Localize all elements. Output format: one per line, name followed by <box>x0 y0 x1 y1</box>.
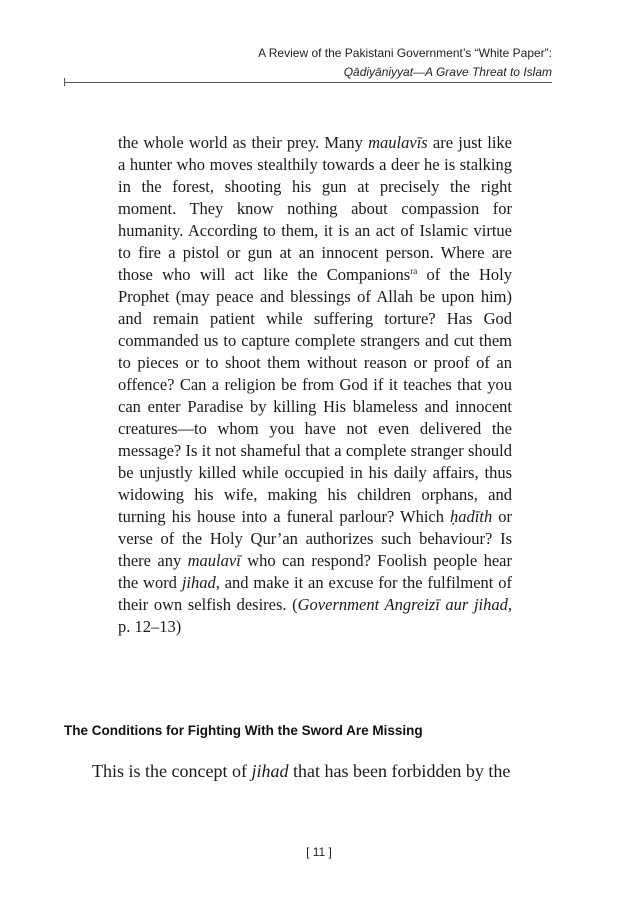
quote-paragraph <box>118 132 512 638</box>
quote-citation-pages: , p. 12–13) <box>118 595 512 636</box>
quote-text: of the Holy Prophet (may peace and blessings of Allah be upon him) and remain patient while suffering torture? Has God commanded us to capture complete strangers and cut them to pieces or to shoot them without reason or proof of an offence? Can a religion be from God if it teaches that you can enter Paradise by killing His blameless and innocent creatures—to whom you have not even delivered the message? Is it not shameful that a complete stranger should be unjustly killed while occupied in his daily affairs, thus widowing his wife, making his children orphans, and turning his house into a funeral parlour? Which <box>118 265 512 526</box>
quote-text: or verse of the Holy Qur’an authorizes such behaviour? Is there any <box>118 507 512 570</box>
running-header <box>258 44 552 82</box>
quote-italic-term: jihad <box>181 573 216 592</box>
header-rule-tick <box>64 78 65 86</box>
quote-italic-term: maulavī <box>187 551 241 570</box>
body-paragraph <box>92 759 562 783</box>
quote-italic-term: ḥadīth <box>450 507 493 526</box>
header-book-title: A Review of the Pakistani Government’s “White Paper”: <box>258 46 552 60</box>
page-number: [ 11 ] <box>306 845 332 859</box>
quote-citation-title: Government Angreizī aur jihad <box>297 595 508 614</box>
header-book-subtitle: Qādiyāniyyat—A Grave Threat to Islam <box>343 65 552 79</box>
block-quote <box>118 132 512 638</box>
honorific-superscript: ra <box>410 266 418 276</box>
header-rule <box>64 82 552 83</box>
quote-text: who can respond? Foolish people hear the word <box>118 551 512 592</box>
quote-text: are just like a hunter who moves stealthily towards a deer he is stalking in the forest, shooting his gun at precisely the right moment. They know nothing about compassion for humanity. According to them, it is an act of Islamic virtue to fire a pistol or gun at an innocent person. Where are those who will act like the Companions <box>118 133 512 284</box>
quote-text: the whole world as their prey. Many <box>118 133 369 152</box>
body-italic-term: jihad <box>251 761 289 781</box>
section-heading: The Conditions for Fighting With the Sword Are Missing <box>64 723 423 738</box>
quote-italic-term: maulavīs <box>368 133 428 152</box>
body-text: that has been forbidden by the <box>288 761 511 781</box>
body-text: This is the concept of <box>92 761 252 781</box>
quote-text: , and make it an excuse for the fulfilment of their own selfish desires. ( <box>118 573 512 614</box>
